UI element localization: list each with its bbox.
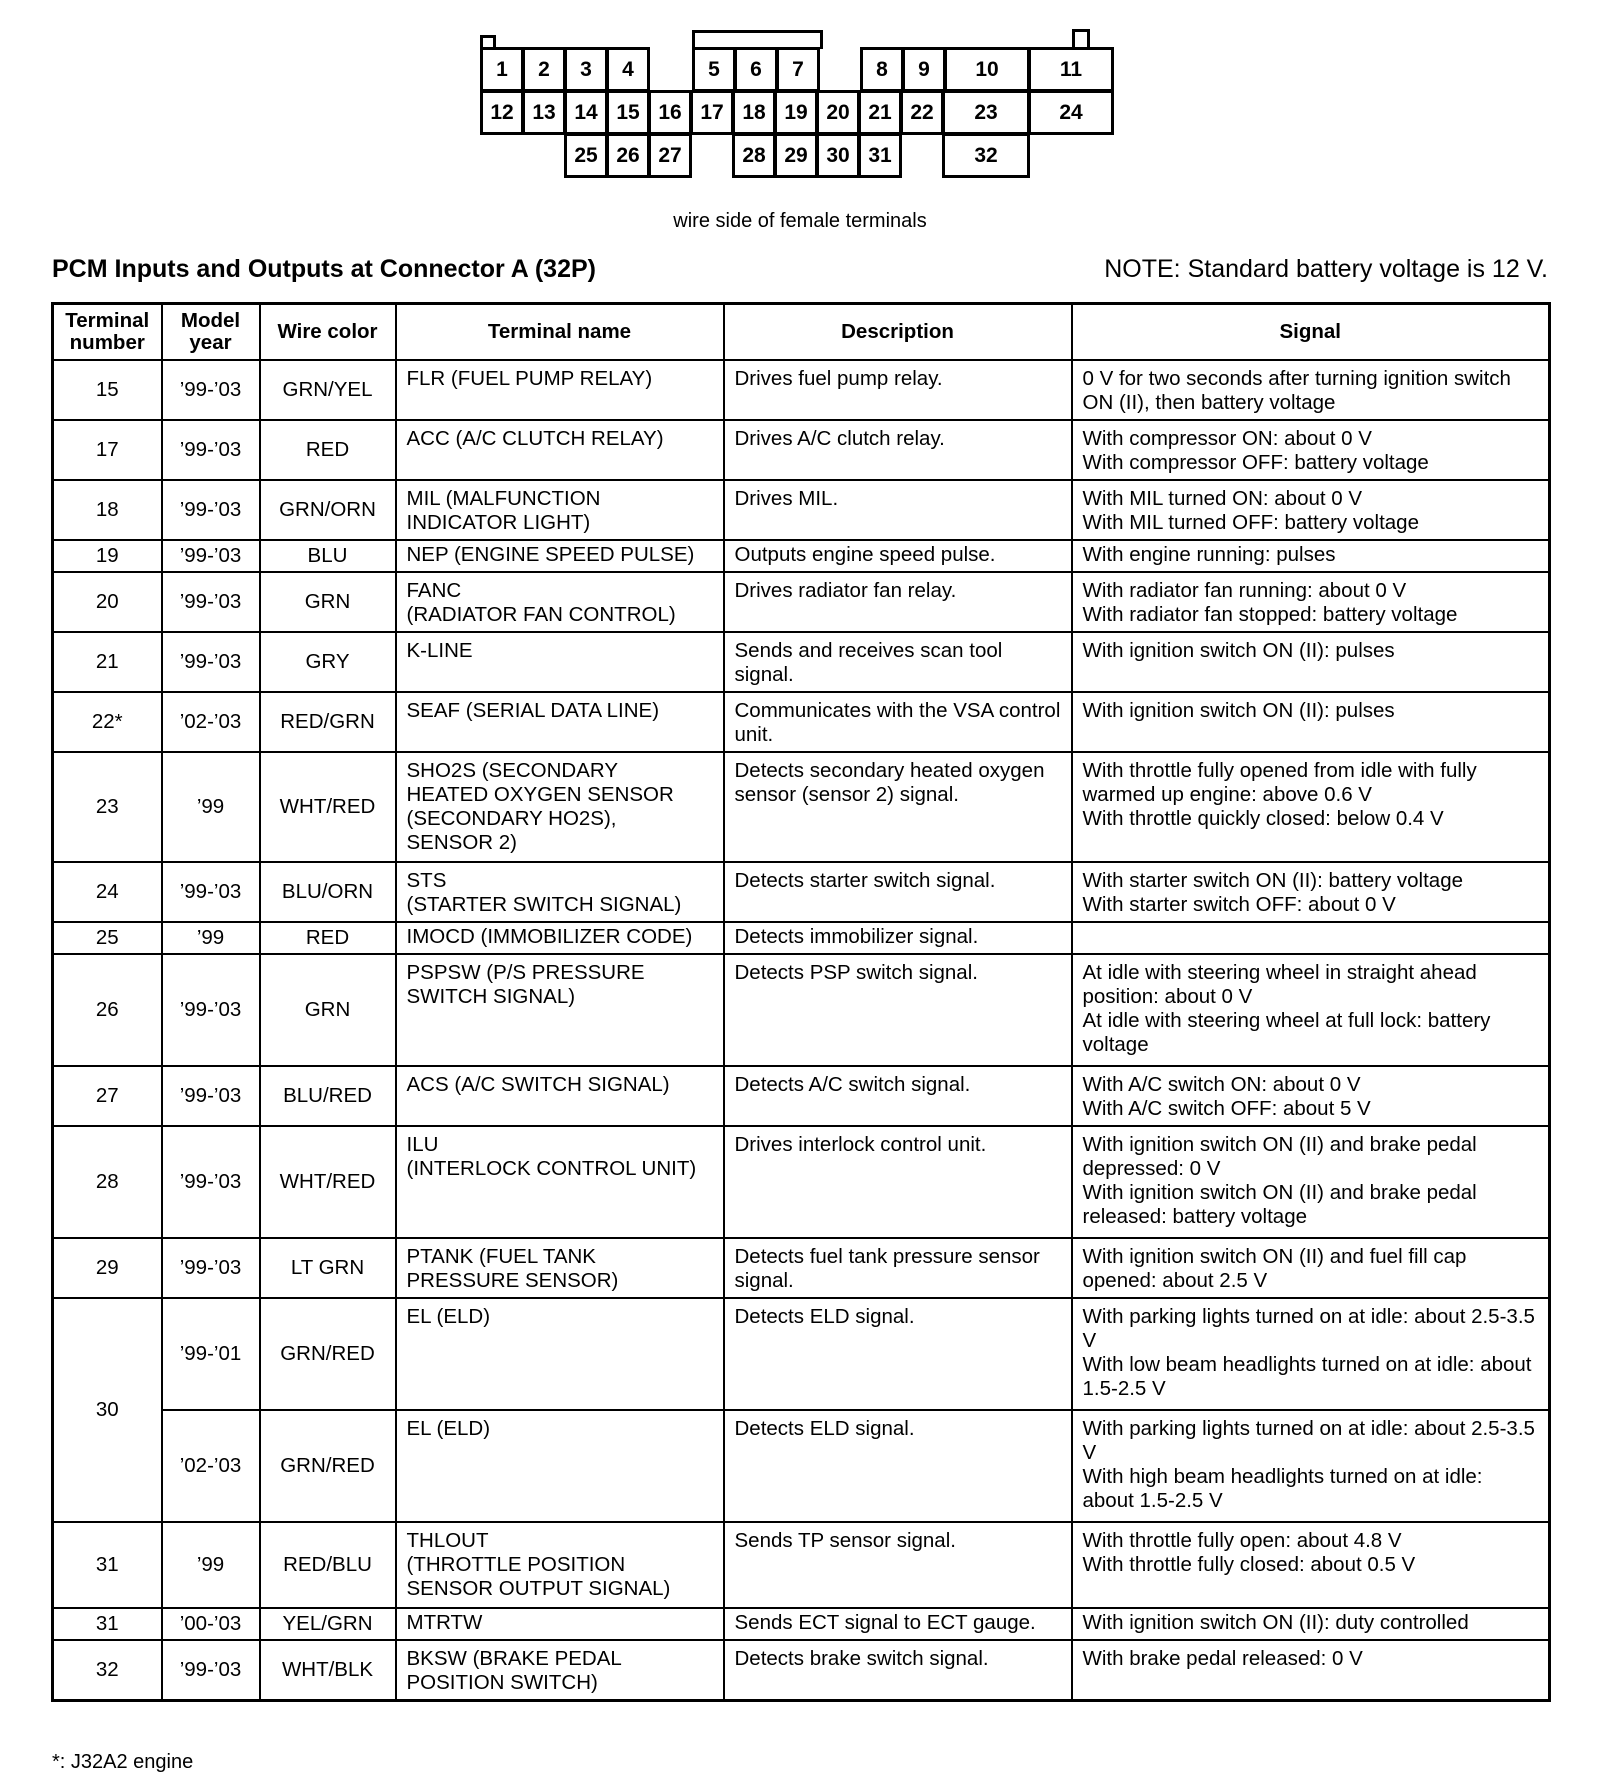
connector-pin: 11: [1028, 47, 1114, 92]
table-row: [53, 632, 1550, 692]
table-row: [53, 572, 1550, 632]
signal-line: With parking lights turned on at idle: about 2.5-3.5 V: [1082, 1305, 1535, 1352]
signal-line: With ignition switch ON (II): pulses: [1082, 699, 1395, 722]
description-cell: [724, 572, 1072, 632]
terminal-name-cell: [396, 1126, 724, 1238]
connector-pin: 26: [606, 133, 650, 178]
table-row: [53, 922, 1550, 954]
signal-line: With ignition switch ON (II) and fuel fill cap opened: about 2.5 V: [1082, 1245, 1467, 1292]
description-cell: [724, 954, 1072, 1066]
terminal-name-cell: [396, 540, 724, 572]
model-year-cell: ’99-’03: [162, 862, 260, 922]
connector-pin: 8: [860, 47, 904, 92]
model-year-cell: ’00-’03: [162, 1608, 260, 1640]
terminal-name-line: (STARTER SWITCH SIGNAL): [406, 893, 682, 916]
table-row: [53, 1126, 1550, 1238]
connector-pin: 1: [480, 47, 524, 92]
table-row: [53, 540, 1550, 572]
header-terminal-number: Terminal number: [53, 304, 162, 361]
terminal-name-cell: [396, 1238, 724, 1298]
table-row: [53, 1640, 1550, 1701]
signal-line: With starter switch OFF: about 0 V: [1082, 893, 1396, 916]
connector-pin: 20: [816, 90, 860, 135]
table-row: [53, 420, 1550, 480]
terminal-name-line: NEP (ENGINE SPEED PULSE): [406, 543, 695, 566]
terminal-name-line: BKSW (BRAKE PEDAL: [406, 1647, 622, 1670]
signal-line: With low beam headlights turned on at idle: about 1.5-2.5 V: [1082, 1353, 1532, 1400]
description-line: Drives interlock control unit.: [734, 1133, 987, 1156]
connector-pin: 23: [942, 90, 1030, 135]
signal-cell: [1072, 862, 1550, 922]
wire-color-cell: WHT/RED: [260, 752, 396, 862]
description-cell: [724, 1298, 1072, 1410]
connector-key: [493, 35, 496, 49]
signal-line: With throttle fully opened from idle with fully warmed up engine: above 0.6 V: [1082, 759, 1477, 806]
connector-pin: 18: [732, 90, 776, 135]
table-row: [53, 480, 1550, 540]
connector-pin: 6: [734, 47, 778, 92]
model-year-cell: ’99-’03: [162, 1126, 260, 1238]
description-cell: [724, 1608, 1072, 1640]
connector-pin: 19: [774, 90, 818, 135]
terminal-number-cell: 22*: [53, 692, 162, 752]
terminal-name-line: ACC (A/C CLUTCH RELAY): [406, 427, 664, 450]
description-line: Sends ECT signal to ECT gauge.: [734, 1611, 1036, 1634]
model-year-cell: ’99-’03: [162, 360, 260, 420]
terminal-name-line: SWITCH SIGNAL): [406, 985, 576, 1008]
connector-pin: 9: [902, 47, 946, 92]
terminal-name-line: SENSOR OUTPUT SIGNAL): [406, 1577, 671, 1600]
signal-line: With ignition switch ON (II): duty controlled: [1082, 1611, 1469, 1634]
description-cell: [724, 1066, 1072, 1126]
description-cell: [724, 360, 1072, 420]
connector-pin: 28: [732, 133, 776, 178]
terminal-name-cell: [396, 572, 724, 632]
connector-pin: 15: [606, 90, 650, 135]
wire-color-cell: GRN/RED: [260, 1410, 396, 1522]
signal-cell: [1072, 752, 1550, 862]
signal-line: With MIL turned ON: about 0 V: [1082, 487, 1363, 510]
signal-line: With compressor OFF: battery voltage: [1082, 451, 1429, 474]
description-cell: [724, 420, 1072, 480]
connector-pin: 7: [776, 47, 820, 92]
wire-color-cell: WHT/BLK: [260, 1640, 396, 1701]
terminal-name-line: (SECONDARY HO2S),: [406, 807, 617, 830]
table-row: [53, 1238, 1550, 1298]
terminal-name-cell: [396, 954, 724, 1066]
connector-pin: 29: [774, 133, 818, 178]
signal-line: With throttle quickly closed: below 0.4 V: [1082, 807, 1444, 830]
table-row: [53, 1410, 1550, 1522]
voltage-note: NOTE: Standard battery voltage is 12 V.: [1104, 255, 1548, 283]
description-cell: [724, 1522, 1072, 1608]
terminal-number-cell: 32: [53, 1640, 162, 1701]
signal-cell: [1072, 1238, 1550, 1298]
terminal-name-line: EL (ELD): [406, 1305, 491, 1328]
signal-line: With compressor ON: about 0 V: [1082, 427, 1372, 450]
description-line: Detects PSP switch signal.: [734, 961, 978, 984]
terminal-name-line: ACS (A/C SWITCH SIGNAL): [406, 1073, 670, 1096]
connector-pin: 31: [858, 133, 902, 178]
terminal-number-cell: 30: [53, 1298, 162, 1522]
terminal-number-cell: 25: [53, 922, 162, 954]
description-line: Detects brake switch signal.: [734, 1647, 989, 1670]
header-wire-color: Wire color: [260, 304, 396, 361]
connector-pin: 14: [564, 90, 608, 135]
signal-cell: [1072, 1522, 1550, 1608]
connector-pin: 16: [648, 90, 692, 135]
wire-color-cell: YEL/GRN: [260, 1608, 396, 1640]
signal-line: With throttle fully open: about 4.8 V: [1082, 1529, 1402, 1552]
terminal-name-line: K-LINE: [406, 639, 473, 662]
signal-line: With ignition switch ON (II) and brake pedal depressed: 0 V: [1082, 1133, 1477, 1180]
signal-cell: [1072, 692, 1550, 752]
pcm-io-table: [51, 302, 1551, 1702]
description-cell: [724, 1410, 1072, 1522]
signal-line: With A/C switch OFF: about 5 V: [1082, 1097, 1371, 1120]
terminal-name-cell: [396, 692, 724, 752]
description-line: Detects secondary heated oxygen sensor (sensor 2) signal.: [734, 759, 1045, 806]
table-row: [53, 752, 1550, 862]
connector-pin: 30: [816, 133, 860, 178]
terminal-number-cell: 29: [53, 1238, 162, 1298]
connector-pin: 13: [522, 90, 566, 135]
terminal-name-line: POSITION SWITCH): [406, 1671, 598, 1694]
table-row: [53, 1066, 1550, 1126]
connector-pin: 21: [858, 90, 902, 135]
signal-line: At idle with steering wheel at full lock: battery voltage: [1082, 1009, 1491, 1056]
terminal-name-cell: [396, 1410, 724, 1522]
wire-color-cell: GRN/YEL: [260, 360, 396, 420]
wire-color-cell: BLU/RED: [260, 1066, 396, 1126]
terminal-name-line: SENSOR 2): [406, 831, 517, 854]
terminal-number-cell: 24: [53, 862, 162, 922]
connector-pin: 24: [1028, 90, 1114, 135]
signal-cell: [1072, 540, 1550, 572]
model-year-cell: ’99-’03: [162, 540, 260, 572]
model-year-cell: ’99-’03: [162, 632, 260, 692]
table-row: [53, 954, 1550, 1066]
description-cell: [724, 1640, 1072, 1701]
diagram-caption: wire side of female terminals: [673, 210, 927, 232]
terminal-number-cell: 23: [53, 752, 162, 862]
model-year-cell: ’99-’03: [162, 954, 260, 1066]
model-year-cell: ’02-’03: [162, 692, 260, 752]
terminal-number-cell: 31: [53, 1522, 162, 1608]
wire-color-cell: WHT/RED: [260, 1126, 396, 1238]
wire-color-cell: GRN/RED: [260, 1298, 396, 1410]
signal-cell: [1072, 1126, 1550, 1238]
terminal-name-line: PTANK (FUEL TANK: [406, 1245, 596, 1268]
signal-cell: [1072, 954, 1550, 1066]
signal-line: At idle with steering wheel in straight ahead position: about 0 V: [1082, 961, 1477, 1008]
model-year-cell: ’99-’03: [162, 480, 260, 540]
terminal-name-cell: [396, 632, 724, 692]
wire-color-cell: LT GRN: [260, 1238, 396, 1298]
signal-line: With brake pedal released: 0 V: [1082, 1647, 1363, 1670]
connector-pin: 4: [606, 47, 650, 92]
model-year-cell: ’99-’03: [162, 1066, 260, 1126]
terminal-number-cell: 26: [53, 954, 162, 1066]
signal-line: With radiator fan stopped: battery voltage: [1082, 603, 1458, 626]
table-body: [53, 360, 1550, 1701]
signal-cell: [1072, 360, 1550, 420]
description-cell: [724, 1238, 1072, 1298]
header-terminal-name: Terminal name: [396, 304, 724, 361]
description-cell: [724, 480, 1072, 540]
terminal-name-line: FANC: [406, 579, 462, 602]
signal-cell: [1072, 1608, 1550, 1640]
description-line: Drives fuel pump relay.: [734, 367, 943, 390]
description-line: Detects ELD signal.: [734, 1417, 915, 1440]
signal-cell: [1072, 922, 1550, 954]
description-line: Outputs engine speed pulse.: [734, 543, 996, 566]
wire-color-cell: RED: [260, 922, 396, 954]
model-year-cell: ’99-’01: [162, 1298, 260, 1410]
terminal-name-line: MIL (MALFUNCTION: [406, 487, 601, 510]
signal-cell: [1072, 420, 1550, 480]
model-year-cell: ’99: [162, 752, 260, 862]
wire-color-cell: RED/BLU: [260, 1522, 396, 1608]
connector-pin: 5: [692, 47, 736, 92]
description-line: Drives MIL.: [734, 487, 839, 510]
wire-color-cell: GRN: [260, 954, 396, 1066]
signal-line: With starter switch ON (II): battery voltage: [1082, 869, 1463, 892]
signal-cell: [1072, 1410, 1550, 1522]
terminal-name-line: FLR (FUEL PUMP RELAY): [406, 367, 653, 390]
model-year-cell: ’99: [162, 1522, 260, 1608]
table-row: [53, 692, 1550, 752]
signal-line: With throttle fully closed: about 0.5 V: [1082, 1553, 1416, 1576]
signal-line: With ignition switch ON (II) and brake pedal released: battery voltage: [1082, 1181, 1477, 1228]
terminal-name-line: PSPSW (P/S PRESSURE: [406, 961, 645, 984]
header-model-year: Model year: [162, 304, 260, 361]
description-cell: [724, 692, 1072, 752]
signal-cell: [1072, 1066, 1550, 1126]
footnote: *: J32A2 engine: [52, 1751, 194, 1773]
connector-pin: 27: [648, 133, 692, 178]
table-row: [53, 1608, 1550, 1640]
terminal-name-line: INDICATOR LIGHT): [406, 511, 591, 534]
wire-color-cell: BLU/ORN: [260, 862, 396, 922]
terminal-number-cell: 27: [53, 1066, 162, 1126]
description-line: Drives radiator fan relay.: [734, 579, 957, 602]
terminal-name-cell: [396, 360, 724, 420]
table-row: [53, 1298, 1550, 1410]
signal-line: With high beam headlights turned on at idle: about 1.5-2.5 V: [1082, 1465, 1483, 1512]
signal-line: With radiator fan running: about 0 V: [1082, 579, 1407, 602]
description-cell: [724, 922, 1072, 954]
connector-key: [1072, 29, 1075, 49]
description-cell: [724, 540, 1072, 572]
model-year-cell: ’99-’03: [162, 1640, 260, 1701]
terminal-name-line: (THROTTLE POSITION: [406, 1553, 626, 1576]
terminal-name-line: PRESSURE SENSOR): [406, 1269, 619, 1292]
connector-key: [820, 30, 823, 49]
terminal-name-cell: [396, 420, 724, 480]
terminal-name-cell: [396, 480, 724, 540]
connector-pin: 25: [564, 133, 608, 178]
terminal-name-line: SHO2S (SECONDARY: [406, 759, 619, 782]
wire-color-cell: GRY: [260, 632, 396, 692]
terminal-number-cell: 19: [53, 540, 162, 572]
terminal-name-cell: [396, 1066, 724, 1126]
description-line: Sends TP sensor signal.: [734, 1529, 956, 1552]
signal-cell: [1072, 480, 1550, 540]
header-description: Description: [724, 304, 1072, 361]
terminal-name-line: STS: [406, 869, 447, 892]
description-line: Detects fuel tank pressure sensor signal.: [734, 1245, 1040, 1292]
connector-key: [1087, 29, 1090, 49]
table-header-row: [53, 304, 1550, 361]
wire-color-cell: RED: [260, 420, 396, 480]
description-cell: [724, 1126, 1072, 1238]
connector-pin: 12: [480, 90, 524, 135]
signal-line: With MIL turned OFF: battery voltage: [1082, 511, 1419, 534]
connector-key: [692, 30, 823, 33]
connector-pin: 2: [522, 47, 566, 92]
signal-line: With engine running: pulses: [1082, 543, 1336, 566]
connector-pin: 22: [900, 90, 944, 135]
terminal-name-line: SEAF (SERIAL DATA LINE): [406, 699, 660, 722]
model-year-cell: ’99-’03: [162, 572, 260, 632]
table-row: [53, 862, 1550, 922]
terminal-number-cell: 18: [53, 480, 162, 540]
terminal-number-cell: 15: [53, 360, 162, 420]
connector-pin: 3: [564, 47, 608, 92]
description-line: Detects immobilizer signal.: [734, 925, 979, 948]
terminal-number-cell: 20: [53, 572, 162, 632]
terminal-name-cell: [396, 1608, 724, 1640]
signal-line: With A/C switch ON: about 0 V: [1082, 1073, 1361, 1096]
page-title: PCM Inputs and Outputs at Connector A (32P): [52, 255, 596, 283]
connector-pin: 32: [942, 133, 1030, 178]
terminal-name-line: THLOUT: [406, 1529, 489, 1552]
description-line: Communicates with the VSA control unit.: [734, 699, 1061, 746]
terminal-number-cell: 21: [53, 632, 162, 692]
wire-color-cell: RED/GRN: [260, 692, 396, 752]
description-line: Detects A/C switch signal.: [734, 1073, 971, 1096]
terminal-name-line: MTRTW: [406, 1611, 483, 1634]
description-line: Detects starter switch signal.: [734, 869, 996, 892]
signal-line: With ignition switch ON (II): pulses: [1082, 639, 1395, 662]
terminal-name-line: IMOCD (IMMOBILIZER CODE): [406, 925, 693, 948]
description-cell: [724, 632, 1072, 692]
header-signal: Signal: [1072, 304, 1550, 361]
terminal-name-line: (RADIATOR FAN CONTROL): [406, 603, 676, 626]
terminal-name-cell: [396, 1522, 724, 1608]
table-row: [53, 1522, 1550, 1608]
terminal-number-cell: 28: [53, 1126, 162, 1238]
terminal-name-cell: [396, 1640, 724, 1701]
model-year-cell: ’02-’03: [162, 1410, 260, 1522]
model-year-cell: ’99-’03: [162, 420, 260, 480]
terminal-name-cell: [396, 752, 724, 862]
connector-pin: 17: [690, 90, 734, 135]
terminal-name-line: (INTERLOCK CONTROL UNIT): [406, 1157, 697, 1180]
signal-line: With parking lights turned on at idle: about 2.5-3.5 V: [1082, 1417, 1535, 1464]
model-year-cell: ’99-’03: [162, 1238, 260, 1298]
terminal-name-line: EL (ELD): [406, 1417, 491, 1440]
terminal-name-cell: [396, 1298, 724, 1410]
description-cell: [724, 752, 1072, 862]
connector-pin: 10: [944, 47, 1030, 92]
terminal-name-cell: [396, 862, 724, 922]
wire-color-cell: GRN: [260, 572, 396, 632]
description-line: Sends and receives scan tool signal.: [734, 639, 1003, 686]
terminal-name-line: ILU: [406, 1133, 439, 1156]
description-cell: [724, 862, 1072, 922]
wire-color-cell: GRN/ORN: [260, 480, 396, 540]
model-year-cell: ’99: [162, 922, 260, 954]
wire-color-cell: BLU: [260, 540, 396, 572]
signal-cell: [1072, 632, 1550, 692]
connector-diagram: [470, 25, 1130, 185]
terminal-name-cell: [396, 922, 724, 954]
signal-cell: [1072, 572, 1550, 632]
description-line: Detects ELD signal.: [734, 1305, 915, 1328]
terminal-number-cell: 31: [53, 1608, 162, 1640]
signal-cell: [1072, 1298, 1550, 1410]
signal-line: 0 V for two seconds after turning ignition switch ON (II), then battery voltage: [1082, 367, 1511, 414]
terminal-name-line: HEATED OXYGEN SENSOR: [406, 783, 674, 806]
terminal-number-cell: 17: [53, 420, 162, 480]
table-row: [53, 360, 1550, 420]
description-line: Drives A/C clutch relay.: [734, 427, 945, 450]
signal-cell: [1072, 1640, 1550, 1701]
